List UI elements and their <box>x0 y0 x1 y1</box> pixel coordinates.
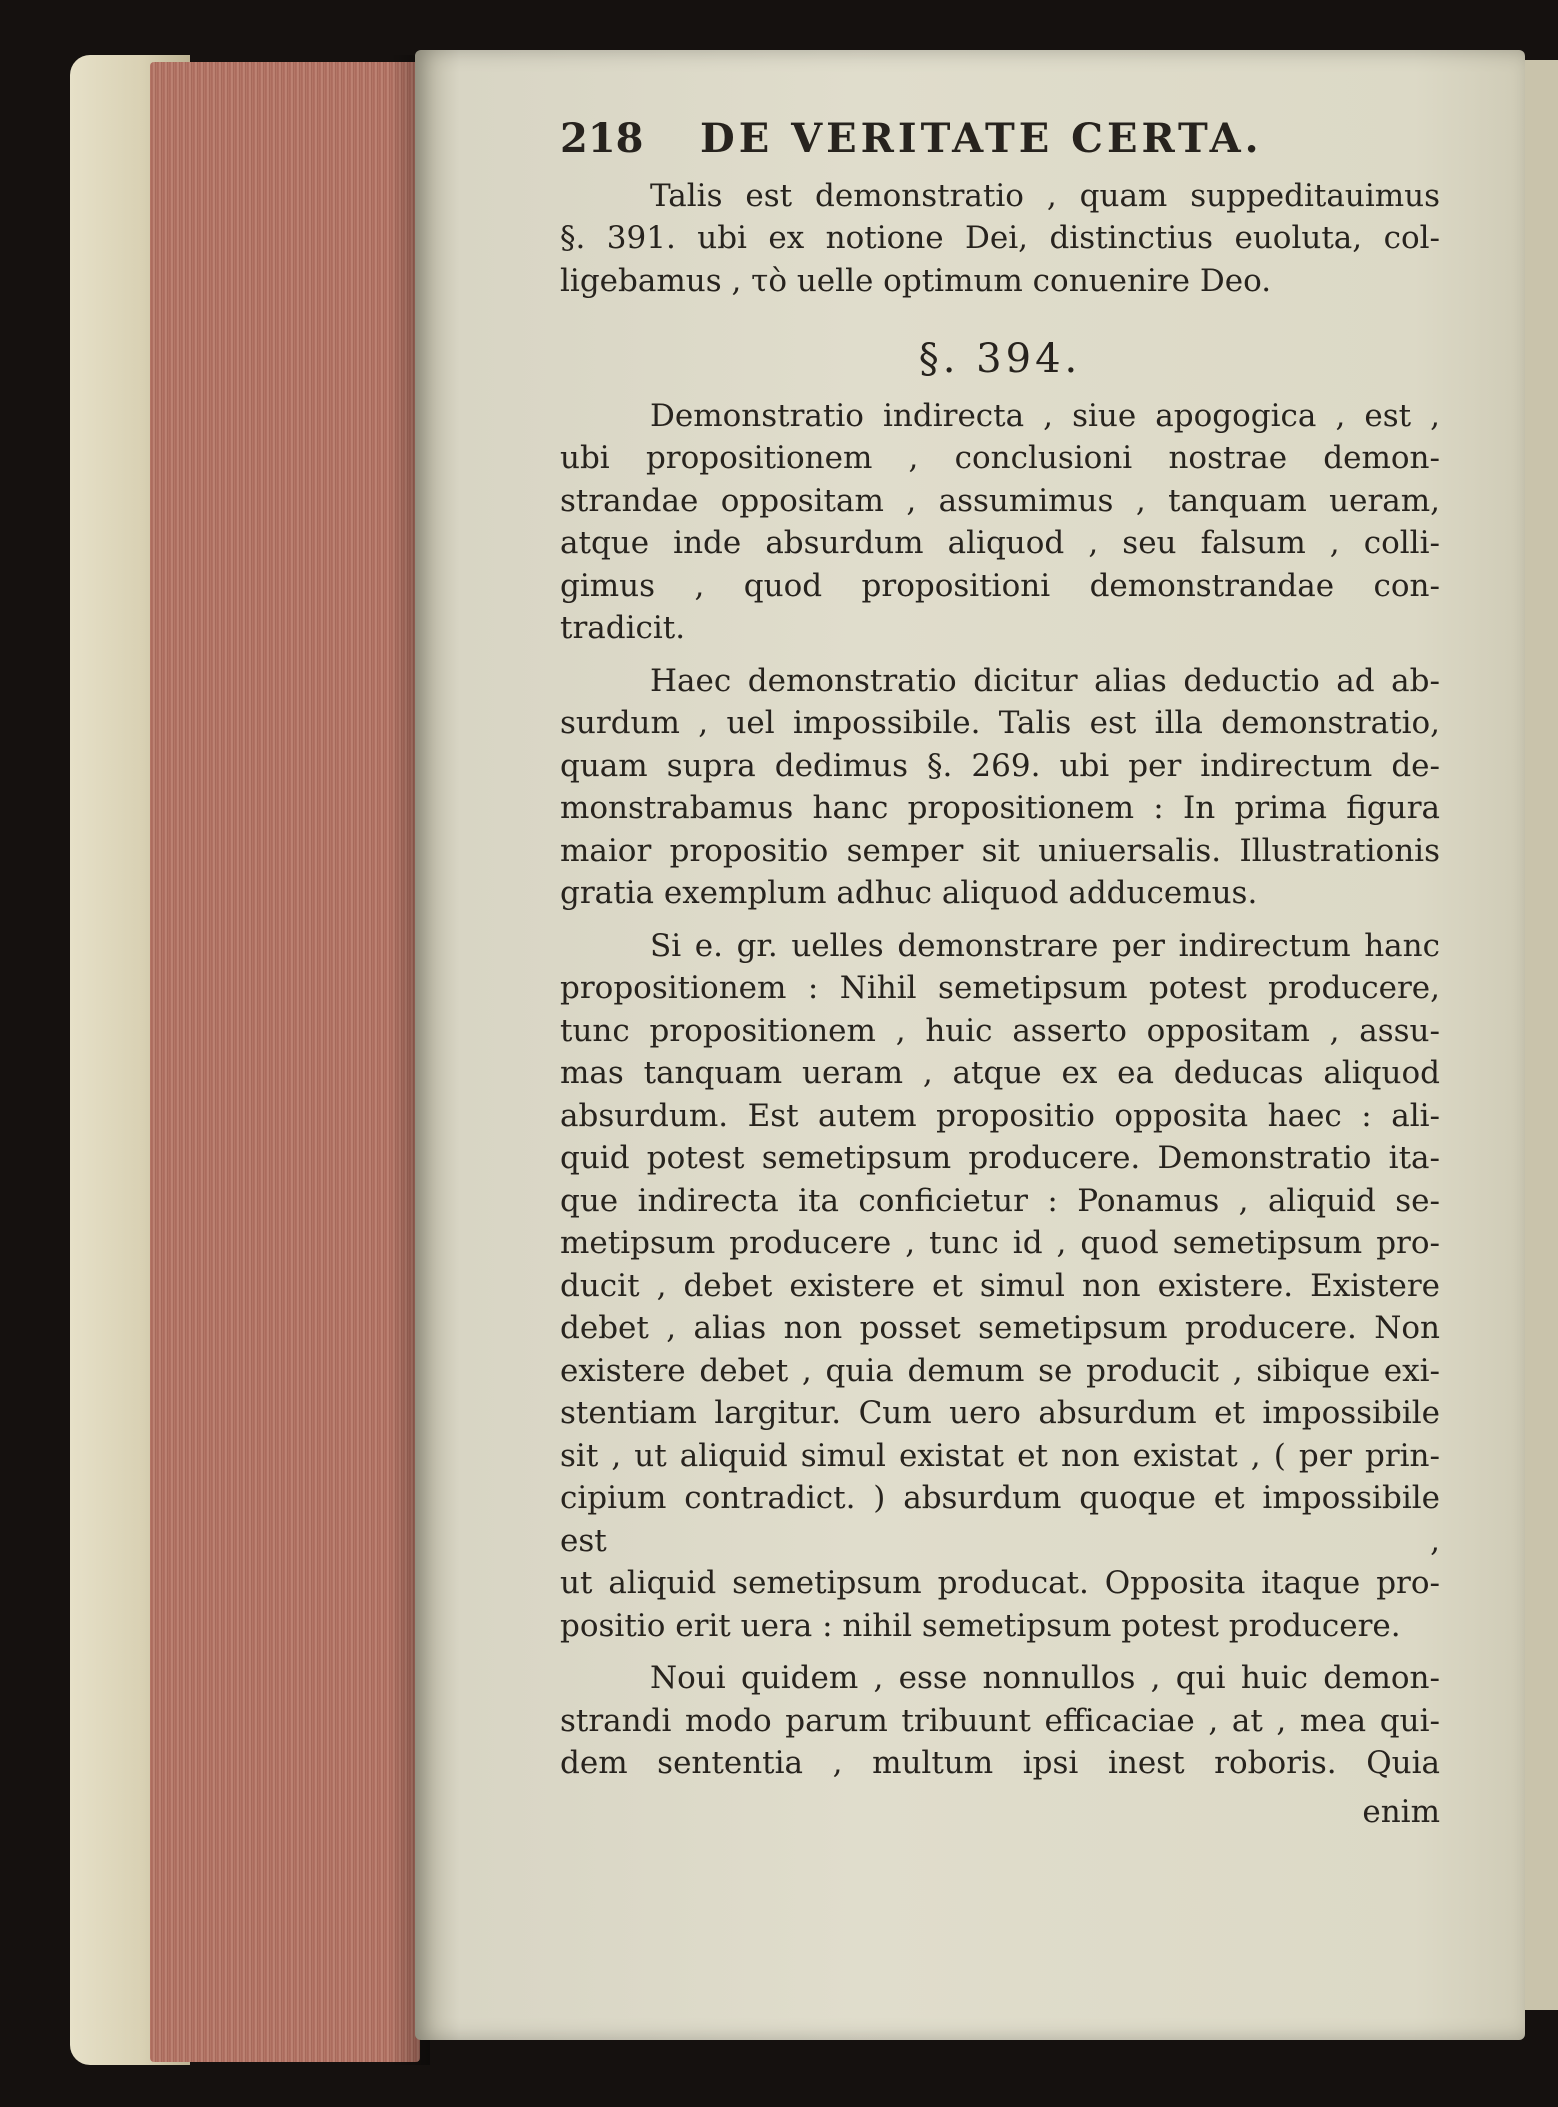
text-line: tunc propositionem , huic asserto oppositam , assu- <box>560 1012 1440 1049</box>
page-number: 218 <box>560 115 644 162</box>
page-edges <box>150 62 420 2062</box>
text-line: cipium contradict. ) absurdum quoque et impossibile est , <box>560 1480 1440 1559</box>
page-header <box>560 115 1440 162</box>
text-line: existere debet , quia demum se producit , sibique exi- <box>560 1352 1440 1389</box>
text-line: strandi modo parum tribuunt efficaciae , at , mea qui- <box>560 1702 1440 1739</box>
page-text <box>560 115 1440 1833</box>
text-line: Talis est demonstratio , quam suppeditauimus <box>650 177 1440 214</box>
paragraph-3 <box>560 660 1440 915</box>
section-heading: §. 394. <box>918 336 1082 382</box>
text-line: ubi propositionem , conclusioni nostrae demon- <box>560 440 1440 476</box>
text-line: metipsum producere , tunc id , quod semetipsum pro- <box>560 1225 1440 1261</box>
text-line: quid potest semetipsum producere. Demonstratio ita- <box>560 1140 1440 1176</box>
text-line: §. 391. ubi ex notione Dei, distinctius euoluta, col- <box>560 220 1440 256</box>
text-line: Haec demonstratio dicitur alias deductio ad ab- <box>650 662 1440 699</box>
text-line: mas tanquam ueram , atque ex ea deducas aliquod <box>560 1055 1440 1091</box>
facing-page-edge <box>1525 60 1558 2010</box>
text-line: ut aliquid semetipsum producat. Opposita itaque pro- <box>560 1565 1440 1601</box>
text-line: dem sententia , multum ipsi inest roboris. Quia <box>560 1745 1440 1781</box>
text-line: ligebamus , τὸ uelle optimum conuenire Deo. <box>560 262 1272 299</box>
text-line: Demonstratio indirecta , siue apogogica , est , <box>650 397 1440 434</box>
text-line: Si e. gr. uelles demonstrare per indirectum hanc <box>650 927 1440 964</box>
paragraph-5 <box>560 1657 1440 1785</box>
text-line: surdum , uel impossibile. Talis est illa demonstratio, <box>560 705 1440 741</box>
text-line: ducit , debet existere et simul non existere. Existere <box>560 1267 1440 1304</box>
text-line: tradicit. <box>560 610 686 646</box>
text-line: propositionem : Nihil semetipsum potest producere, <box>560 970 1440 1006</box>
running-head: DE VERITATE CERTA. <box>700 115 1263 162</box>
text-line: quam supra dedimus §. 269. ubi per indirectum de- <box>560 747 1440 784</box>
text-line: sit , ut aliquid simul existat et non existat , ( per prin- <box>560 1437 1440 1474</box>
text-line: Noui quidem , esse nonnullos , qui huic demon- <box>650 1660 1440 1696</box>
text-line: strandae oppositam , assumimus , tanquam ueram, <box>560 482 1440 519</box>
text-line: gimus , quod propositioni demonstrandae con- <box>560 567 1440 604</box>
text-line: atque inde absurdum aliquod , seu falsum , colli- <box>560 525 1440 561</box>
paragraph-2 <box>560 395 1440 650</box>
paragraph-1 <box>560 175 1440 303</box>
text-line: monstrabamus hanc propositionem : In prima figura <box>560 790 1440 826</box>
paragraph-4 <box>560 925 1440 1648</box>
text-line: que indirecta ita conficietur : Ponamus , aliquid se- <box>560 1182 1440 1219</box>
text-line: positio erit uera : nihil semetipsum potest producere. <box>560 1607 1401 1644</box>
text-line: gratia exemplum adhuc aliquod adducemus. <box>560 875 1258 911</box>
text-line: stentiam largitur. Cum uero absurdum et impossibile <box>560 1395 1440 1431</box>
text-line: absurdum. Est autem propositio opposita haec : ali- <box>560 1097 1440 1134</box>
catchword: enim <box>1362 1793 1440 1830</box>
text-line: debet , alias non posset semetipsum producere. Non <box>560 1310 1440 1346</box>
text-line: maior propositio semper sit uniuersalis. Illustrationis <box>560 832 1440 869</box>
